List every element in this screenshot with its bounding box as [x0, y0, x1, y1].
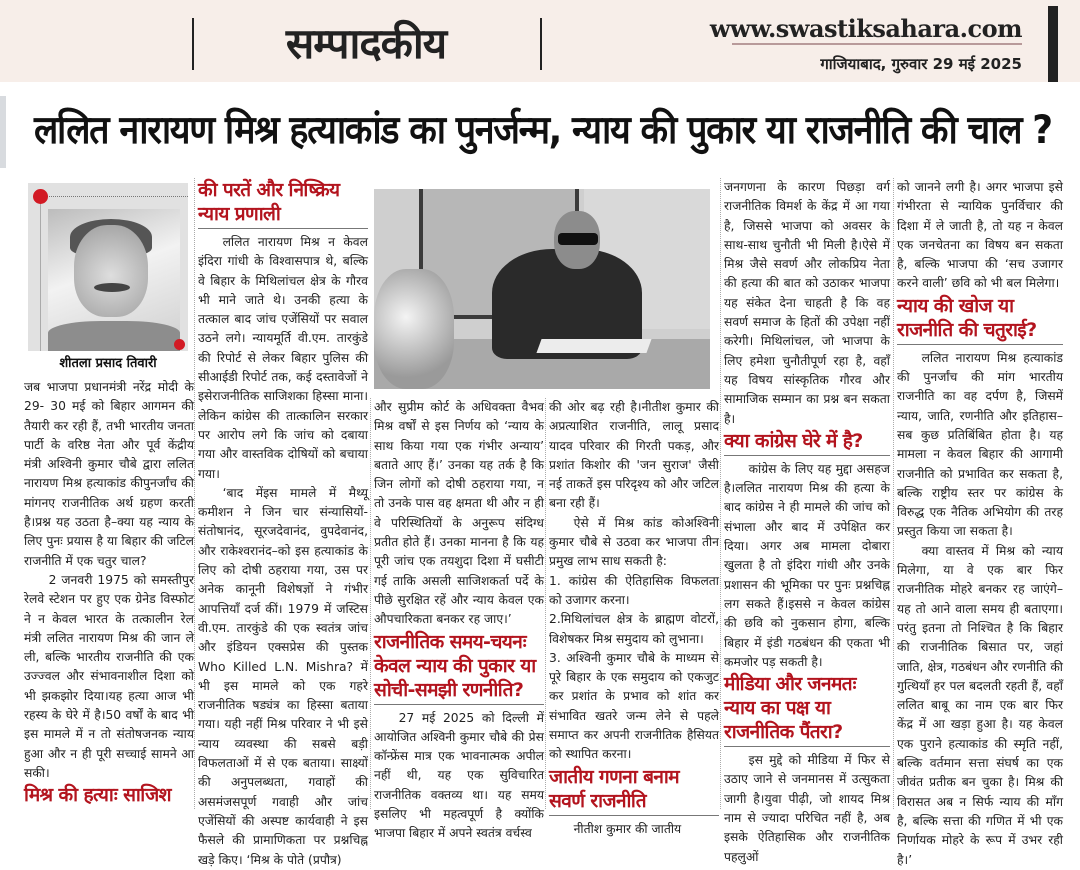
- photo-shoulder: [48, 321, 180, 351]
- paragraph: ‘बाद मेंइस मामले में मैथ्यू कमीशन ने जिन चार संन्यासियों- संतोषानंद, सूरजदेवानंद, वुपदेवानंद, और राकेश्वरानंद–को इस हत्याकांड के लिए को दोषी ठहराया गया, उस पर अनेक कानूनी विशेषज्ञों ने गंभीर आपत्तियाँ दर्ज कीं। 1979 में जस्टिस वी.एम. तारकुंडे की एक स्वतंत्र जांच और इंडियन एक्सप्रेस की पुस्तक Who Killed L.N. Mishra? में भी इस मामले को एक गहरे राजनीतिक षड्यंत्र का हिस्सा बताया गया। यही नहीं मिश्र परिवार ने भी इसे न्याय व्यवस्था की सबसे बड़ी विफलताओं में से एक बताया। साक्ष्यों की अनुपलब्धता, गवाहों की असमंजसपूर्ण गवाही और जांच एजेंसियों की अस्पष्ट कार्यवाही ने इस फैसले की प्रामाणिकता पर प्रश्नचिह्न खड़े किए। ‘मिश्र के पोते (प्रपौत्र): [198, 485, 368, 867]
- paragraph: 2.मिथिलांचल क्षेत्र के ब्राह्मण वोटरों, विशेषकर मिश्र समुदाय को लुभाना।: [549, 612, 719, 646]
- paragraph: इस मुद्दे को मीडिया में फिर से उठाए जाने से जनमानस में उत्सुकता जागी है।युवा पीढ़ी, जो शायद मिश्र नाम से ज्यादा परिचित नहीं है, अब इसके ऐतिहासिक और राजनीतिक पहलुओं: [724, 753, 890, 864]
- author-portrait: [28, 183, 188, 351]
- subheading: राजनीतिक समय-चयनः केवल न्याय की पुकार या सोची-समझी रणनीति?: [374, 630, 544, 705]
- paragraph: 1. कांग्रेस की ऐतिहासिक विफलता को उजागर करना।: [549, 573, 719, 607]
- article-headline: ललित नारायण मिश्र हत्याकांड का पुनर्जन्म, न्याय की पुकार या राजनीति की चाल ?: [34, 108, 1052, 153]
- paragraph: क्या वास्तव में मिश्र को न्याय मिलेगा, या वे एक बार फिर राजनीतिक मोहरे बनकर रह जाएंगे–यह तो आने वाला समय ही बताएगा। परंतु इतना तो निश्चित है कि बिहार की राजनीतिक बिसात पर, जहां जाति, क्षेत्र, गठबंधन और रणनीति की गुत्थियाँ हर पल बदलती रहती हैं, वहाँ ललित बाबू का नाम एक बार फिर केंद्र में आ खड़ा हुआ है। यह केवल एक पुराने हत्याकांड की स्मृति नहीं, बल्कि वर्तमान सत्ता संघर्ष का एक जीवंत प्रतीक बन चुका है। मिश्र की विरासत अब न सिर्फ न्याय की माँग है, बल्कि सत्ता की गणित में भी एक निर्णायक मोहरे के रूप में उभर रही है।’: [897, 543, 1063, 867]
- paragraph: को जानने लगी है। अगर भाजपा इसे गंभीरता से न्यायिक पुनर्विचार की दिशा में ले जाती है, तो यह न केवल एक जनचेतना का विषय बन सकता है, बल्कि भाजपा की ‘सच उजागर करने वाली’ छवि को भी बल मिलेगा।: [897, 180, 1063, 291]
- article-column-6: [897, 178, 1063, 870]
- photo-glasses: [558, 233, 598, 245]
- subheading: जातीय गणना बनाम सवर्ण राजनीति: [549, 765, 719, 816]
- paragraph: 3. अश्विनी कुमार चौबे के माध्यम से पूरे बिहार के एक समुदाय को एकजुट कर प्रशांत के प्रभाव को शांत कर संभावित खतरे जन्म लेने से पहले समाप्त कर अपनी राजनीतिक हैसियत को स्थापित करना।: [549, 650, 719, 762]
- column-divider: [545, 398, 546, 809]
- dateline: गाजियाबाद, गुरुवार 29 मई 2025: [820, 55, 1022, 73]
- author-photo: [48, 209, 180, 345]
- paragraph: और सुप्रीम कोर्ट के अधिवक्ता वैभव मिश्र वर्षों से इस निर्णय को ‘न्याय के साथ किया गया एक गंभीर अन्याय’ बताते आए हैं।’ उनका यह तर्क है कि जिन लोगों को दोषी ठहराया गया, न तो उनके पास वह क्षमता थी और न ही वे परिस्थितियों के अनुरूप संदिग्ध प्रतीत होते हैं। उनका मानना है कि यह पूरी जांच एक तयशुदा दिशा में घसीटी गई ताकि असली साजिशकर्ता पर्दे के पीछे सुरक्षित रहें और न्याय केवल एक औपचारिकता बनकर रह जाए।’: [374, 400, 544, 627]
- paragraph: 2 जनवरी 1975 को समस्तीपुर रेलवे स्टेशन पर हुए एक ग्रेनेड विस्फोट ने न केवल भारत के तत्कालीन रेल मंत्री ललित नारायण मिश्र की जान ले ली, बल्कि भारतीय राजनीति की एक उज्ज्वल और संभावनाशील दिशा को भी झकझोर दिया।यह हत्या आज भी रहस्य के घेरे में है।50 वर्षों के बाद भी इस मामले में न तो संतोषजनक न्याय हुआ और न ही पूरी सच्चाई सामने आ सकी।: [24, 572, 194, 780]
- masthead-rule: [732, 43, 1022, 45]
- paragraph: नीतीश कुमार की जातीय: [573, 821, 682, 836]
- column-divider: [194, 178, 195, 809]
- author-byline: शीतला प्रसाद तिवारी: [59, 356, 157, 371]
- photo-flowers: [374, 269, 454, 389]
- page-edge: [0, 96, 6, 168]
- column-divider: [720, 178, 721, 809]
- section-title: सम्पादकीय: [285, 19, 447, 68]
- subheading: मीडिया और जनमतः न्याय का पक्ष या राजनीतिक पैंतरा?: [724, 672, 890, 747]
- column-divider: [893, 178, 894, 809]
- photo-mustache: [94, 283, 130, 292]
- website-link[interactable]: www.swastiksahara.com: [709, 14, 1022, 43]
- article-column-1: [24, 378, 194, 807]
- article-column-2: [198, 178, 368, 870]
- column-divider: [370, 398, 371, 809]
- headline-block: [0, 96, 1080, 172]
- article-photo: [374, 189, 710, 389]
- subheading: क्या कांग्रेस घेरे में है?: [724, 429, 890, 456]
- masthead-edge-bar: [1048, 6, 1058, 82]
- paragraph: ललित नारायण मिश्र हत्याकांड की पुनर्जांच की मांग भारतीय राजनीति का वह दर्पण है, जिसमें न्याय, जाति, रणनीति और इतिहास–सब कुछ प्रतिबिंबित होता है। यह मामला न केवल बिहार की आगामी राजनीति को प्रभावित कर सकता है, बल्कि राष्ट्रीय स्तर पर कांग्रेस के विरुद्ध एक नैतिक अभियोग की तरह प्रस्तुत किया जा सकता है।: [897, 350, 1063, 539]
- paragraph: कांग्रेस के लिए यह मुद्दा असहज है।ललित नारायण मिश्र की हत्या के बाद कांग्रेस ने ही मामले की जांच को संभाला और बाद में उपेक्षित कर दिया। अगर अब मामला दोबारा खुलता है तो इंदिरा गांधी और उनके प्रशासन की भूमिका पर पुनः प्रश्नचिह्न लग सकते हैं।इससे न केवल कांग्रेस की छवि को नुकसान होगा, बल्कि बिहार में इंडी गठबंधन की एकता भी कमजोर पड़ सकती है।: [724, 461, 890, 669]
- red-dot-icon: [174, 339, 185, 350]
- frame-line: [40, 196, 188, 197]
- paragraph: ऐसे में मिश्र कांड कोअश्विनी कुमार चौबे से उठवा कर भाजपा तीन प्रमुख लाभ साध सकती है:: [549, 515, 719, 569]
- paragraph: 27 मई 2025 को दिल्ली में आयोजित अश्विनी कुमार चौबे की प्रेस कॉन्फ्रेंस मात्र एक भावनात्मक अपील नहीं थी, यह एक सुविचारित राजनीतिक वक्तव्य था। यह समय इसलिए भी महत्वपूर्ण है क्योंकि भाजपा बिहार में अपने स्वतंत्र वर्चस्व: [374, 710, 544, 841]
- frame-line: [40, 196, 41, 351]
- article-column-3: [374, 398, 544, 844]
- paragraph: की ओर बढ़ रही है।नीतीश कुमार की अप्रत्याशित राजनीति, लालू प्रसाद यादव परिवार की गिरती पकड़, और प्रशांत किशोर की 'जन सुराज' जैसी नई ताकतें इस परिदृश्य को और जटिल बना रही हैं।: [549, 400, 719, 511]
- masthead-divider: [192, 18, 194, 70]
- article-column-5: [724, 178, 890, 867]
- paragraph: जब भाजपा प्रधानमंत्री नरेंद्र मोदी के 29- 30 मई को बिहार आगमन की तैयारी कर रही हैं, तभी भारतीय जनता पार्टी के वरिष्ठ नेता और पूर्व केंद्रीय मंत्री अश्विनी कुमार चौबे द्वारा ललित नारायण मिश्र हत्याकांड कीपुनर्जांच की मांगनए राजनीतिक अर्थ ग्रहण करती है।प्रश्न यह उठता है–क्या यह न्याय के लिए पुनः प्रयास है या बिहार की जटिल राजनीति में एक चतुर चाल?: [24, 380, 194, 568]
- masthead-divider: [540, 18, 542, 70]
- paragraph: जनगणना के कारण पिछड़ा वर्ग राजनीतिक विमर्श के केंद्र में आ गया है, जिससे भाजपा को अवसर के साथ-साथ चुनौती भी मिली है।ऐसे में मिश्र जैसे सवर्ण और लोकप्रिय नेता की हत्या की बात को उठाकर भाजपा यह संकेत देना चाहती है कि वह सवर्ण समाज के हितों की उपेक्षा नहीं करेगी। मिथिलांचल, जो भाजपा के लिए हमेशा चुनौतीपूर्ण रहा है, वहाँ यह विषय सांस्कृतिक गौरव और सामाजिक सम्मान का प्रश्न बन सकता है।: [724, 180, 890, 426]
- subheading: मिश्र की हत्याः साजिश: [24, 784, 171, 807]
- masthead: [0, 0, 1080, 82]
- subheading: न्याय की खोज या राजनीति की चतुराई?: [897, 294, 1063, 345]
- paragraph: ललित नारायण मिश्र न केवल इंदिरा गांधी के विश्वासपात्र थे, बल्कि वे बिहार के मिथिलांचल क्षेत्र के गौरव भी माने जाते थे। उनकी हत्या के तत्काल बाद जांच एजेंसियों पर सवाल उठने लगे। न्यायमूर्ति वी.एम. तारकुंडे की रिपोर्ट से लेकर बिहार पुलिस की सीआईडी रिपोर्ट तक, कई दस्तावेजों ने इसेराजनीतिक साजिशका हिस्सा माना। लेकिन कांग्रेस की तात्कालिन सरकार पर आरोप लगे कि जांच को दबाया गया और वास्तविक दोषियों को बचाया गया।: [198, 235, 368, 481]
- article-column-4: [549, 398, 719, 839]
- red-dot-icon: [33, 189, 48, 204]
- photo-face: [74, 225, 148, 317]
- photo-paper: [536, 339, 651, 353]
- subheading: की परतें और निष्क्रिय न्याय प्रणाली: [198, 178, 368, 229]
